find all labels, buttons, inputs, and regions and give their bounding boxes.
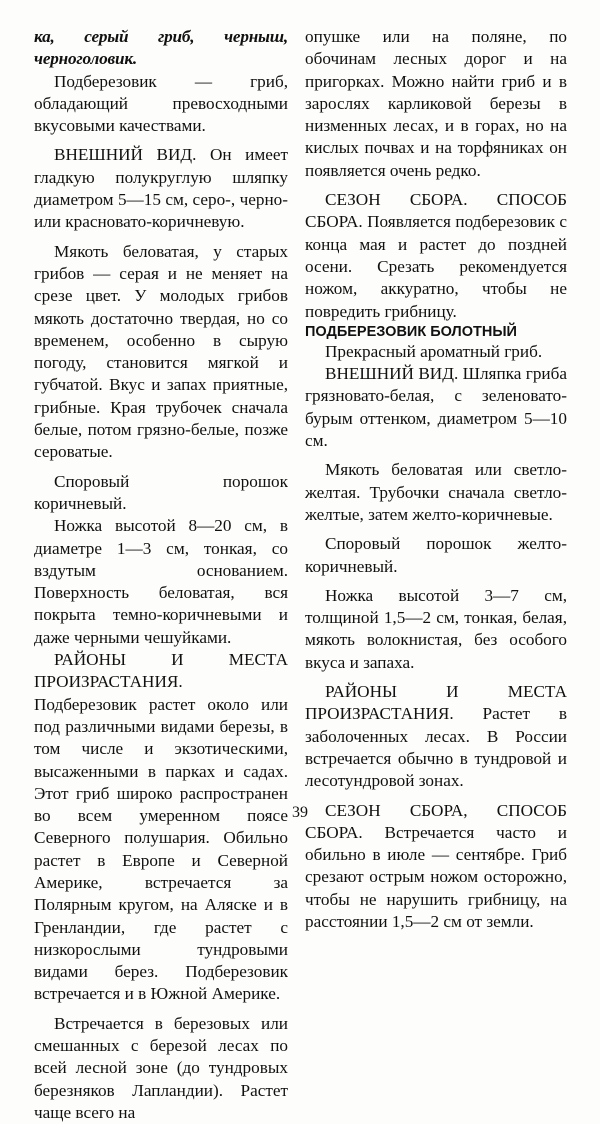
- paragraph-flesh: Мякоть беловатая, у старых грибов — серая и не меняет на срезе цвет. У молодых грибов мякоть достаточно твердая, но со временем, особенно в сырую погоду, становится мягкой и губчатой. Вкус и запах приятные, грибные. Края трубочек сначала белые, потом грязно-белые, позже сероватые.: [34, 241, 288, 462]
- paragraph-habitat-cont: опушке или на поляне, по обочинам лесных дорог и на пригорках. Можно найти гриб и в зарослях карликовой березы в низменных лесах, и в горах, но на кислых почвах и на торфяниках он появляется очень редко.: [305, 27, 567, 180]
- section-heading: ПОДБЕРЕЗОВИК БОЛОТНЫЙ: [305, 323, 517, 340]
- paragraph-marsh-stem: Ножка высотой 3—7 см, толщиной 1,5—2 см, тонкая, белая, мякоть волокнистая, без особого вкуса и запаха.: [305, 585, 567, 672]
- paragraph-intro: Подберезовик — гриб, обладающий превосходными вкусовыми качествами.: [34, 71, 288, 136]
- paragraph-marsh-flesh: Мякоть беловатая или светло-желтая. Трубочки сначала светло-желтые, затем желто-коричневые.: [305, 460, 567, 524]
- paragraph-appearance: ВНЕШНИЙ ВИД. Он имеет гладкую полукруглую шляпку диаметром 5—15 см, серо-, черно- или красновато-коричневую.: [34, 145, 288, 232]
- paragraph-marsh-spore: Споровый порошок желто-коричневый.: [305, 534, 567, 576]
- left-column: [34, 26, 288, 1124]
- paragraph-habitat: Встречается в березовых или смешанных с березой лесах по всей лесной зоне (до тундровых березняков Лапландии). Растет чаще всего на: [34, 1013, 288, 1122]
- paragraph-marsh-appearance: ВНЕШНИЙ ВИД. Шляпка гриба грязновато-белая, с зеленовато-бурым оттенком, диаметром 5—10 см.: [305, 364, 567, 451]
- paragraph-regions: РАЙОНЫ И МЕСТА ПРОИЗРАСТАНИЯ. Подберезовик растет около или под различными видами березы, в том числе и экзотическими, высаженными в парках и садах. Этот гриб широко распространен во всем умеренном поясе Северного полушария. Обильно растет в Европе и Северной Америке, встречается за Полярным кругом, на Аляске и в Гренландии, где растет с низкорослыми тундровыми видами берез. Подберезовик встречается и в Южной Америке.: [34, 650, 288, 1004]
- right-column: [305, 26, 567, 933]
- continued-names: ка, серый гриб, черныш, черноголовик.: [34, 27, 288, 69]
- paragraph-marsh-season: СЕЗОН СБОРА, СПОСОБ СБОРА. Встречается часто и обильно в июле — сентябре. Гриб срезают острым ножом осторожно, чтобы не нарушить грибницу, на расстоянии 1,5—2 см от земли.: [305, 800, 567, 931]
- paragraph-marsh-intro: Прекрасный ароматный гриб.: [325, 341, 543, 361]
- paragraph-spore-powder: Споровый порошок коричневый.: [34, 471, 288, 513]
- paragraph-stem: Ножка высотой 8—20 см, в диаметре 1—3 см, тонкая, со вздутым основанием. Поверхность беловатая, вся покрыта темно-коричневыми и даже черными чешуйками.: [34, 516, 288, 647]
- page-number: 39: [292, 804, 308, 821]
- paragraph-marsh-regions: РАЙОНЫ И МЕСТА ПРОИЗРАСТАНИЯ. Растет в заболоченных лесах. В России встречается обычно в тундровой и лесотундровой зонах.: [305, 682, 567, 791]
- paragraph-season: СЕЗОН СБОРА. СПОСОБ СБОРА. Появляется подберезовик с конца мая и растет до поздней осени. Срезать рекомендуется ножом, аккуратно, чтобы не повредить грибницу.: [305, 190, 567, 321]
